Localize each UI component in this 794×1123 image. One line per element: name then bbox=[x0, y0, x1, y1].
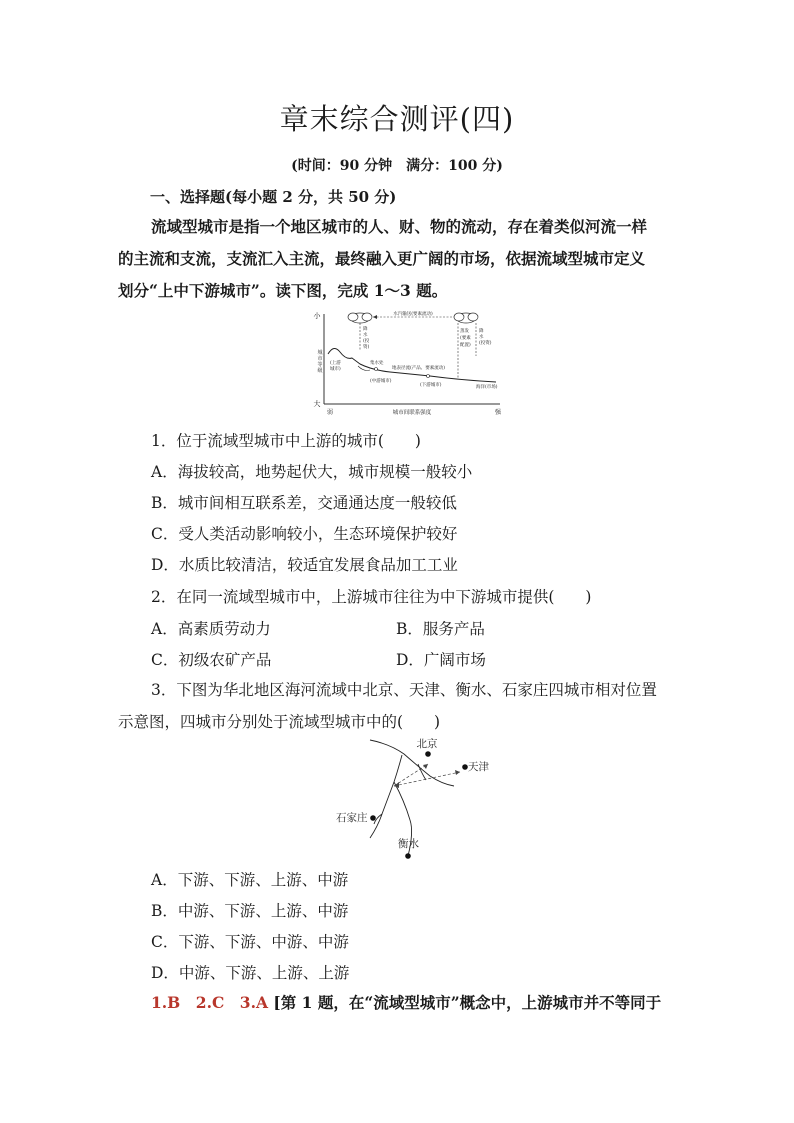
y-axis-label-char: 市 bbox=[317, 356, 323, 362]
precip-label-char: (投 bbox=[363, 339, 370, 344]
vapor-flow-label: 水汽输送(要素流动) bbox=[393, 312, 433, 317]
evap-label-line: 配置) bbox=[460, 343, 471, 348]
precip-label-char: 降 bbox=[363, 327, 368, 332]
upstream-label-line: (上游 bbox=[330, 361, 341, 366]
downstream-city-marker bbox=[427, 375, 430, 378]
basin-city-diagram bbox=[300, 306, 530, 418]
y-axis-label-char: 等 bbox=[317, 362, 323, 368]
cloud-icon bbox=[454, 313, 478, 323]
q1-stem: 1．位于流域型城市中上游的城市( ) bbox=[151, 432, 421, 450]
q3-option-b[interactable]: B．中游、下游、上游、中游 bbox=[151, 902, 349, 920]
city-label-beijing: 北京 bbox=[416, 738, 438, 750]
intro-line-3: 划分“上中下游城市”。读下图，完成 1～3 题。 bbox=[118, 281, 448, 300]
q2-stem: 2．在同一流域型城市中，上游城市往往为中下游城市提供( ) bbox=[151, 588, 592, 606]
downstream-label: (下游城市) bbox=[420, 383, 442, 388]
intro-line-1: 流域型城市是指一个地区城市的人、财、物的流动，存在着类似河流一样 bbox=[151, 217, 648, 236]
x-axis-left-label: 弱 bbox=[326, 409, 334, 416]
city-label-hengshui: 衡水 bbox=[398, 838, 419, 850]
cloud-icon bbox=[348, 313, 372, 323]
q3-option-c[interactable]: C．下游、下游、中游、中游 bbox=[151, 933, 349, 951]
arrow-head-icon bbox=[455, 770, 460, 775]
q3-stem-line-2: 示意图，四城市分别处于流域型城市中的( ) bbox=[118, 713, 441, 731]
answer-line bbox=[151, 991, 661, 1013]
q1-option-a[interactable]: A．海拔较高，地势起伏大，城市规模一般较小 bbox=[151, 463, 473, 481]
evap-label-line: 蒸发 bbox=[460, 329, 469, 334]
q1-option-b[interactable]: B．城市间相互联系差，交通通达度一般较低 bbox=[151, 494, 457, 512]
upstream-label-line: 城市) bbox=[330, 367, 341, 372]
confluence-label: 集水处 bbox=[370, 361, 384, 366]
evap-label-line: (要素 bbox=[460, 336, 471, 341]
q1-option-d[interactable]: D．水质比较清洁，较适宜发展食品加工工业 bbox=[151, 556, 458, 574]
precip-label-char: 资) bbox=[363, 345, 370, 350]
q3-option-d[interactable]: D．中游、下游、上游、上游 bbox=[151, 964, 350, 982]
answer-explanation: [第 1 题，在“流域型城市”概念中，上游城市并不等同于 bbox=[273, 993, 662, 1012]
exam-time-score: (时间：90 分钟 满分：100 分) bbox=[291, 158, 503, 174]
river-line bbox=[370, 755, 402, 838]
q3-option-a[interactable]: A．下游、下游、上游、中游 bbox=[151, 871, 349, 889]
y-axis-label-char: 级 bbox=[317, 368, 323, 374]
arrow-head-icon bbox=[373, 315, 377, 319]
q2-option-b[interactable]: B．服务产品 bbox=[396, 620, 485, 638]
y-axis-bottom-label: 大 bbox=[313, 400, 321, 408]
precip-right-char: (投资) bbox=[479, 341, 492, 346]
q2-option-c[interactable]: C．初级农矿产品 bbox=[151, 651, 272, 669]
tributary-line bbox=[358, 366, 370, 371]
section-heading: 一、选择题(每小题 2 分，共 50 分) bbox=[150, 188, 397, 206]
haihe-basin-map bbox=[330, 734, 500, 862]
city-dot-tianjin bbox=[462, 764, 468, 770]
q3-stem-line-1: 3．下图为华北地区海河流域中北京、天津、衡水、石家庄四城市相对位置 bbox=[151, 681, 657, 699]
city-dot-shijiazhuang bbox=[370, 815, 376, 821]
page-title: 章末综合测评(四) bbox=[279, 102, 515, 136]
precip-label-char: 水 bbox=[363, 333, 368, 338]
midstream-label: (中游城市) bbox=[370, 379, 392, 384]
x-axis-label: 城市间联系强度 bbox=[392, 410, 432, 416]
surface-flow-label: 地表径流(产品、要素流动) bbox=[392, 366, 446, 371]
q2-option-d[interactable]: D．广阔市场 bbox=[396, 651, 486, 669]
x-axis-right-label: 强 bbox=[494, 409, 502, 416]
y-axis-top-label: 小 bbox=[313, 312, 321, 320]
intro-line-2: 的主流和支流，支流汇入主流，最终融入更广阔的市场，依据流域型城市定义 bbox=[118, 249, 646, 268]
precip-right-char: 降 bbox=[479, 329, 484, 334]
river-line bbox=[370, 740, 454, 786]
ocean-label: 海洋(市场) bbox=[476, 385, 498, 390]
precip-right-char: 水 bbox=[479, 335, 484, 340]
q2-option-a[interactable]: A．高素质劳动力 bbox=[151, 620, 271, 638]
city-dot-hengshui bbox=[405, 853, 411, 859]
city-dot-beijing bbox=[425, 751, 431, 757]
city-label-tianjin: 天津 bbox=[468, 761, 489, 773]
midstream-city-marker bbox=[375, 368, 378, 371]
answer-keys: 1.B 2.C 3.A bbox=[151, 993, 269, 1012]
city-label-shijiazhuang: 石家庄 bbox=[336, 812, 368, 824]
y-axis-label-char: 城 bbox=[317, 350, 323, 356]
q1-option-c[interactable]: C．受人类活动影响较小，生态环境保护较好 bbox=[151, 525, 458, 543]
